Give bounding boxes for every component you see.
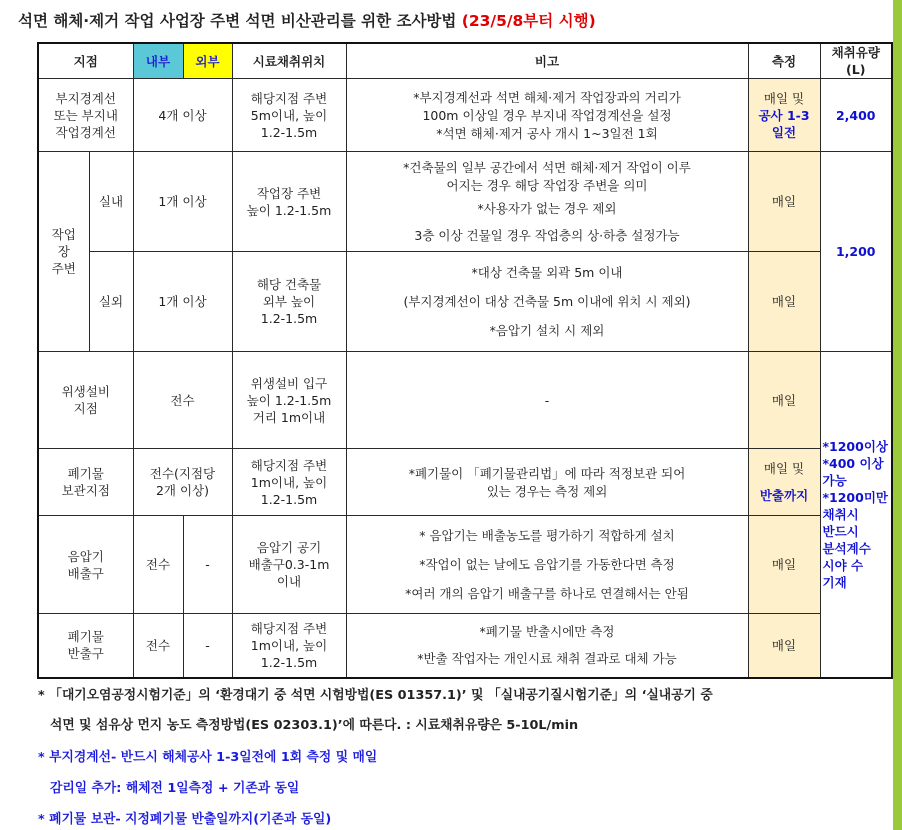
indoor-measure: 매일 bbox=[748, 152, 820, 252]
waste-exit-notes: *폐기물 반출시에만 측정 *반출 작업자는 개인시료 채취 결과로 대체 가능 bbox=[346, 614, 748, 678]
row-waste-storage bbox=[38, 449, 892, 516]
waste-storage-notes: *폐기물이 「폐기물관리법」에 따라 적정보관 되어 있는 경우는 측정 제외 bbox=[346, 449, 748, 516]
waste-storage-label: 폐기물 보관지점 bbox=[38, 449, 133, 516]
row-worksite-outdoor bbox=[38, 252, 892, 352]
outdoor-count: 1개 이상 bbox=[133, 252, 232, 352]
footnote-standards-2: 석면 및 섬유상 먼지 농도 측정방법(ES 02303.1)’에 따른다. : 시료채취유량은 5-10L/min bbox=[50, 718, 579, 733]
exhaust-label: 음압기 배출구 bbox=[38, 516, 133, 614]
waste-storage-count: 전수(지점당 2개 이상) bbox=[133, 449, 232, 516]
hygiene-notes: - bbox=[346, 352, 748, 449]
outdoor-sub-label: 실외 bbox=[89, 252, 133, 352]
waste-exit-measure: 매일 bbox=[748, 614, 820, 678]
title-main: 석면 해체·제거 작업 사업장 주변 석면 비산관리를 위한 조사방법 bbox=[18, 12, 457, 30]
exhaust-inner: 전수 bbox=[133, 516, 183, 614]
waste-exit-label: 폐기물 반출구 bbox=[38, 614, 133, 678]
boundary-measure: 매일 및 공사 1-3 일전 bbox=[748, 79, 820, 152]
exhaust-measure: 매일 bbox=[748, 516, 820, 614]
worksite-flow: 1,200 bbox=[820, 152, 892, 352]
survey-method-table bbox=[37, 42, 893, 679]
waste-storage-position: 해당지점 주변 1m이내, 높이 1.2-1.5m bbox=[232, 449, 346, 516]
indoor-position: 작업장 주변 높이 1.2-1.5m bbox=[232, 152, 346, 252]
title-effective-date: (23/5/8부터 시행) bbox=[461, 12, 596, 30]
header-measure: 측정 bbox=[748, 43, 820, 79]
indoor-notes: *건축물의 일부 공간에서 석면 해체·제거 작업이 이루 어지는 경우 해당 작업장 주변을 의미 *사용자가 없는 경우 제외 3층 이상 건물일 경우 작업층의 상·하층 설정가능 bbox=[346, 152, 748, 252]
indoor-count: 1개 이상 bbox=[133, 152, 232, 252]
outdoor-measure: 매일 bbox=[748, 252, 820, 352]
boundary-notes: *부지경계선과 석면 해체·제거 작업장과의 거리가 100m 이상일 경우 부지내 작업경계선을 설정 *석면 해체·제거 공사 개시 1~3일전 1회 bbox=[346, 79, 748, 152]
page-title bbox=[18, 9, 596, 31]
flow-note: *1200이상 *400 이상 가능 *1200미만 채취시 반드시 분석계수 시야 수 기재 bbox=[820, 352, 892, 678]
row-worksite-indoor bbox=[38, 152, 892, 252]
hygiene-measure: 매일 bbox=[748, 352, 820, 449]
boundary-label: 부지경계선 또는 부지내 작업경계선 bbox=[38, 79, 133, 152]
footnote-waste: * 폐기물 보관- 지정폐기물 반출일까지(기존과 동일) bbox=[38, 812, 332, 827]
footnote-boundary-2: 감리일 추가: 해체전 1일측정 + 기존과 동일 bbox=[50, 781, 300, 796]
outdoor-position: 해당 건축물 외부 높이 1.2-1.5m bbox=[232, 252, 346, 352]
header-outer: 외부 bbox=[183, 43, 232, 79]
exhaust-outer: - bbox=[183, 516, 232, 614]
hygiene-count: 전수 bbox=[133, 352, 232, 449]
indoor-sub-label: 실내 bbox=[89, 152, 133, 252]
waste-storage-measure: 매일 및 반출까지 bbox=[748, 449, 820, 516]
boundary-position: 해당지점 주변 5m이내, 높이 1.2-1.5m bbox=[232, 79, 346, 152]
header-inner: 내부 bbox=[133, 43, 183, 79]
hygiene-label: 위생설비 지점 bbox=[38, 352, 133, 449]
header-site: 지점 bbox=[38, 43, 133, 79]
hygiene-position: 위생설비 입구 높이 1.2-1.5m 거리 1m이내 bbox=[232, 352, 346, 449]
right-accent-bar bbox=[893, 0, 902, 830]
waste-exit-position: 해당지점 주변 1m이내, 높이 1.2-1.5m bbox=[232, 614, 346, 678]
header-row bbox=[38, 43, 892, 79]
worksite-label: 작업 장 주변 bbox=[38, 152, 89, 352]
header-flow: 채취유량(L) bbox=[820, 43, 892, 79]
boundary-flow: 2,400 bbox=[820, 79, 892, 152]
footnote-boundary-1: * 부지경계선- 반드시 해체공사 1-3일전에 1회 측정 및 매일 bbox=[38, 750, 378, 765]
exhaust-notes: * 음압기는 배출농도를 평가하기 적합하게 설치 *작업이 없는 날에도 음압기를 가동한다면 측정 *여러 개의 음압기 배출구를 하나로 연결해서는 안됨 bbox=[346, 516, 748, 614]
row-waste-exit bbox=[38, 614, 892, 678]
row-hygiene bbox=[38, 352, 892, 449]
footnote-standards-1: * 「대기오염공정시험기준」의 ‘환경대기 중 석면 시험방법(ES 01357.1)’ 및 「실내공기질시험기준」의 ‘실내공기 중 bbox=[38, 688, 713, 703]
exhaust-position: 음압기 공기 배출구0.3-1m 이내 bbox=[232, 516, 346, 614]
outdoor-notes: *대상 건축물 외곽 5m 이내 (부지경계선이 대상 건축물 5m 이내에 위치 시 제외) *음압기 설치 시 제외 bbox=[346, 252, 748, 352]
header-position: 시료채취위치 bbox=[232, 43, 346, 79]
boundary-count: 4개 이상 bbox=[133, 79, 232, 152]
waste-exit-outer: - bbox=[183, 614, 232, 678]
row-boundary bbox=[38, 79, 892, 152]
row-exhaust bbox=[38, 516, 892, 614]
header-remark: 비고 bbox=[346, 43, 748, 79]
waste-exit-inner: 전수 bbox=[133, 614, 183, 678]
